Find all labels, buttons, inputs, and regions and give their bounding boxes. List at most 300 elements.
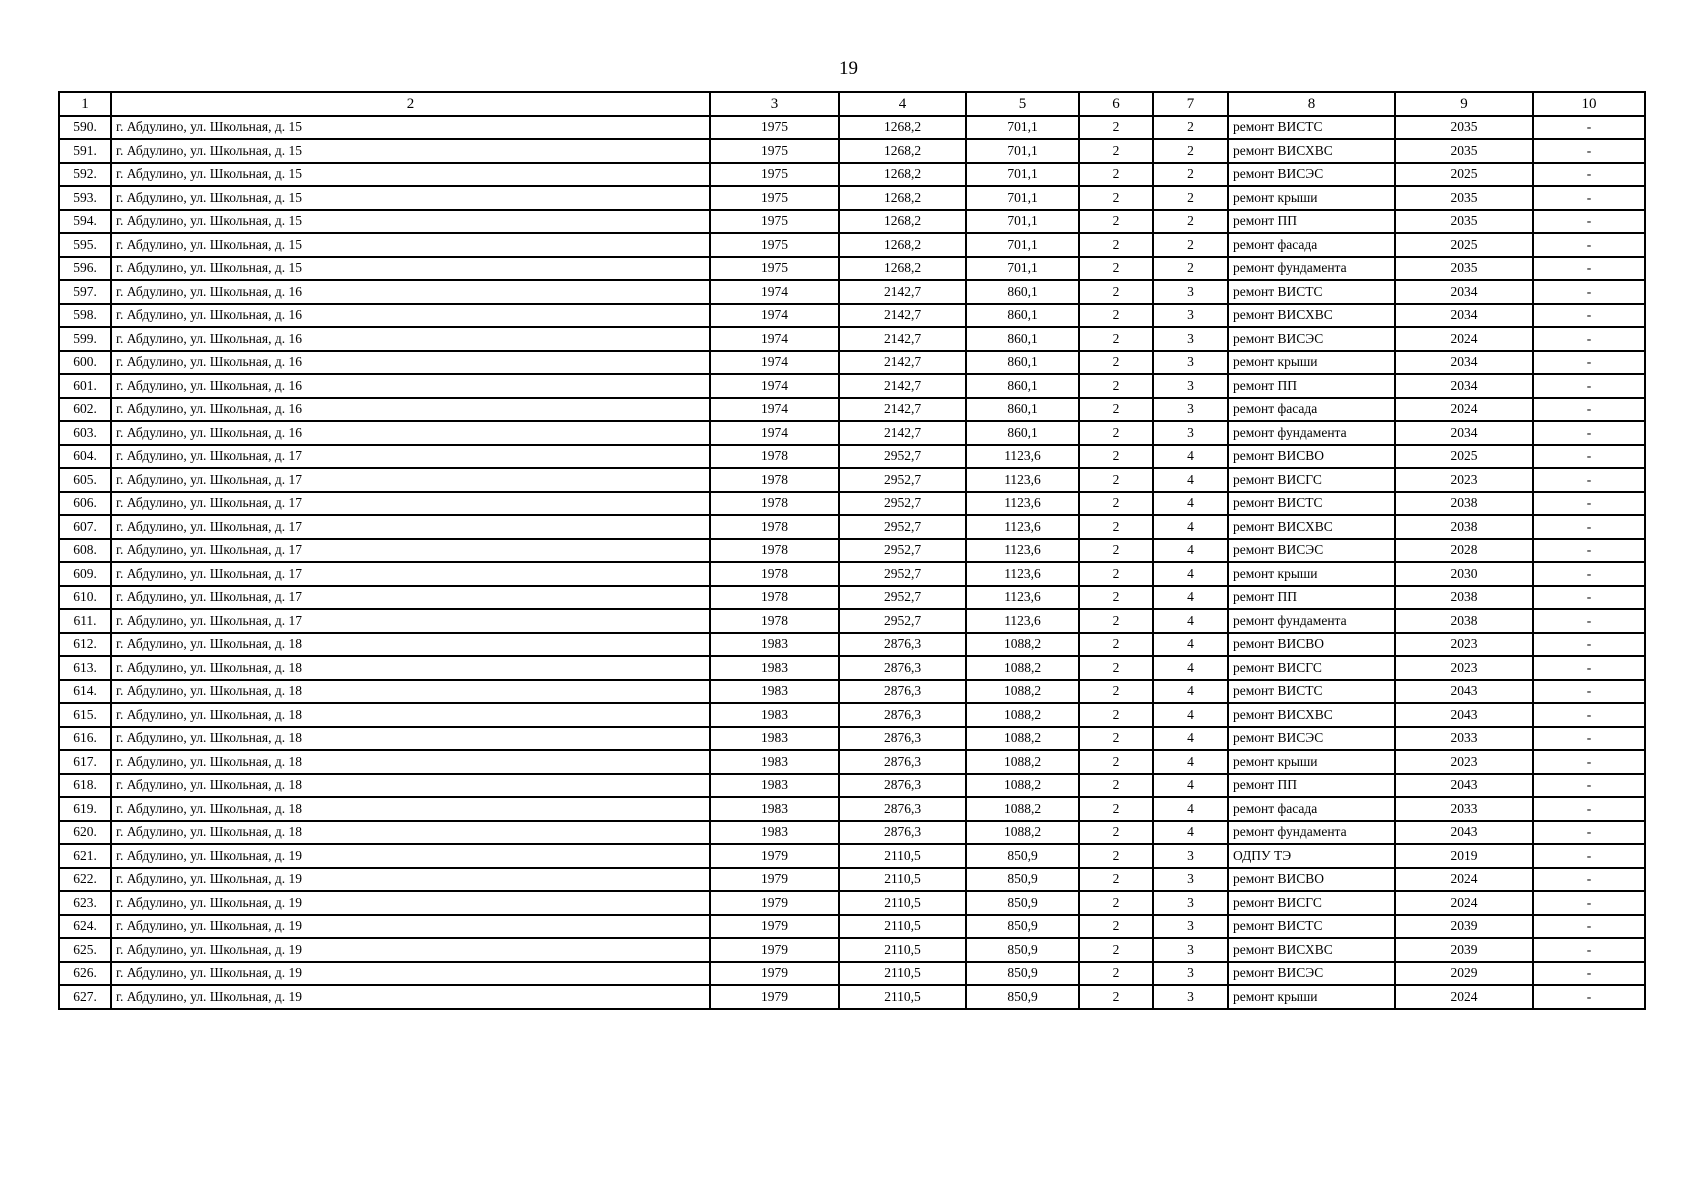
table-row	[59, 797, 1645, 821]
cell-entrances: 4	[1153, 797, 1228, 821]
cell-entrances: 3	[1153, 985, 1228, 1009]
cell-work-type: ремонт фундамента	[1228, 421, 1395, 445]
cell-entrances: 2	[1153, 163, 1228, 187]
cell-row-number: 623.	[59, 891, 111, 915]
table-row	[59, 750, 1645, 774]
table-row	[59, 515, 1645, 539]
cell-address: г. Абдулино, ул. Школьная, д. 19	[111, 868, 710, 892]
cell-entrances: 4	[1153, 750, 1228, 774]
cell-build-year: 1978	[710, 539, 839, 563]
cell-work-type: ремонт ВИСЭС	[1228, 962, 1395, 986]
column-header-4: 4	[839, 92, 966, 116]
cell-floors: 2	[1079, 233, 1153, 257]
cell-total-area: 2876,3	[839, 821, 966, 845]
table-row	[59, 868, 1645, 892]
cell-entrances: 4	[1153, 445, 1228, 469]
cell-build-year: 1979	[710, 915, 839, 939]
cell-entrances: 3	[1153, 421, 1228, 445]
cell-living-area: 1088,2	[966, 821, 1079, 845]
cell-planned-year: 2035	[1395, 210, 1533, 234]
cell-address: г. Абдулино, ул. Школьная, д. 16	[111, 304, 710, 328]
cell-living-area: 850,9	[966, 938, 1079, 962]
table-row	[59, 374, 1645, 398]
cell-entrances: 4	[1153, 468, 1228, 492]
cell-work-type: ремонт ВИСЭС	[1228, 727, 1395, 751]
table-row	[59, 492, 1645, 516]
cell-living-area: 701,1	[966, 210, 1079, 234]
cell-note: -	[1533, 116, 1645, 140]
cell-floors: 2	[1079, 351, 1153, 375]
cell-total-area: 1268,2	[839, 116, 966, 140]
cell-floors: 2	[1079, 703, 1153, 727]
cell-planned-year: 2023	[1395, 633, 1533, 657]
cell-planned-year: 2043	[1395, 774, 1533, 798]
cell-address: г. Абдулино, ул. Школьная, д. 15	[111, 257, 710, 281]
cell-address: г. Абдулино, ул. Школьная, д. 17	[111, 609, 710, 633]
table-row	[59, 586, 1645, 610]
cell-total-area: 1268,2	[839, 257, 966, 281]
cell-total-area: 2142,7	[839, 398, 966, 422]
cell-row-number: 620.	[59, 821, 111, 845]
table-row	[59, 280, 1645, 304]
cell-entrances: 2	[1153, 139, 1228, 163]
cell-row-number: 607.	[59, 515, 111, 539]
cell-living-area: 1088,2	[966, 680, 1079, 704]
cell-planned-year: 2043	[1395, 703, 1533, 727]
cell-work-type: ремонт ВИСВО	[1228, 868, 1395, 892]
cell-row-number: 624.	[59, 915, 111, 939]
table-header	[59, 92, 1645, 116]
cell-note: -	[1533, 210, 1645, 234]
cell-living-area: 850,9	[966, 891, 1079, 915]
column-header-10: 10	[1533, 92, 1645, 116]
cell-planned-year: 2023	[1395, 468, 1533, 492]
cell-total-area: 2876,3	[839, 703, 966, 727]
cell-note: -	[1533, 515, 1645, 539]
cell-total-area: 2110,5	[839, 938, 966, 962]
cell-total-area: 2952,7	[839, 539, 966, 563]
cell-living-area: 1123,6	[966, 468, 1079, 492]
cell-living-area: 701,1	[966, 163, 1079, 187]
column-header-8: 8	[1228, 92, 1395, 116]
cell-entrances: 2	[1153, 116, 1228, 140]
cell-floors: 2	[1079, 609, 1153, 633]
cell-planned-year: 2028	[1395, 539, 1533, 563]
cell-row-number: 604.	[59, 445, 111, 469]
cell-living-area: 1088,2	[966, 774, 1079, 798]
cell-living-area: 860,1	[966, 327, 1079, 351]
cell-build-year: 1979	[710, 844, 839, 868]
cell-planned-year: 2035	[1395, 257, 1533, 281]
cell-address: г. Абдулино, ул. Школьная, д. 19	[111, 844, 710, 868]
table-row	[59, 351, 1645, 375]
cell-address: г. Абдулино, ул. Школьная, д. 15	[111, 210, 710, 234]
cell-note: -	[1533, 351, 1645, 375]
cell-total-area: 2110,5	[839, 868, 966, 892]
cell-build-year: 1983	[710, 821, 839, 845]
cell-build-year: 1975	[710, 210, 839, 234]
cell-entrances: 3	[1153, 891, 1228, 915]
cell-build-year: 1974	[710, 374, 839, 398]
cell-note: -	[1533, 421, 1645, 445]
cell-work-type: ремонт фасада	[1228, 398, 1395, 422]
cell-note: -	[1533, 656, 1645, 680]
cell-living-area: 1088,2	[966, 633, 1079, 657]
cell-note: -	[1533, 374, 1645, 398]
cell-build-year: 1978	[710, 586, 839, 610]
cell-floors: 2	[1079, 398, 1153, 422]
cell-planned-year: 2033	[1395, 727, 1533, 751]
cell-planned-year: 2019	[1395, 844, 1533, 868]
cell-row-number: 611.	[59, 609, 111, 633]
table-row	[59, 139, 1645, 163]
cell-living-area: 850,9	[966, 868, 1079, 892]
cell-note: -	[1533, 468, 1645, 492]
table-row	[59, 962, 1645, 986]
cell-work-type: ремонт ПП	[1228, 374, 1395, 398]
cell-build-year: 1983	[710, 656, 839, 680]
cell-work-type: ремонт ПП	[1228, 774, 1395, 798]
cell-work-type: ремонт фундамента	[1228, 257, 1395, 281]
cell-row-number: 591.	[59, 139, 111, 163]
cell-living-area: 1123,6	[966, 492, 1079, 516]
cell-floors: 2	[1079, 562, 1153, 586]
cell-total-area: 1268,2	[839, 186, 966, 210]
cell-living-area: 1123,6	[966, 515, 1079, 539]
cell-total-area: 1268,2	[839, 233, 966, 257]
cell-address: г. Абдулино, ул. Школьная, д. 19	[111, 891, 710, 915]
table-row	[59, 421, 1645, 445]
cell-total-area: 2876,3	[839, 797, 966, 821]
cell-row-number: 615.	[59, 703, 111, 727]
cell-address: г. Абдулино, ул. Школьная, д. 16	[111, 351, 710, 375]
cell-row-number: 618.	[59, 774, 111, 798]
cell-total-area: 2876,3	[839, 727, 966, 751]
cell-planned-year: 2025	[1395, 233, 1533, 257]
cell-floors: 2	[1079, 915, 1153, 939]
cell-work-type: ремонт фундамента	[1228, 821, 1395, 845]
cell-planned-year: 2024	[1395, 985, 1533, 1009]
cell-row-number: 600.	[59, 351, 111, 375]
cell-address: г. Абдулино, ул. Школьная, д. 17	[111, 586, 710, 610]
table-row	[59, 163, 1645, 187]
cell-build-year: 1974	[710, 398, 839, 422]
cell-floors: 2	[1079, 750, 1153, 774]
cell-note: -	[1533, 163, 1645, 187]
cell-total-area: 2110,5	[839, 891, 966, 915]
cell-build-year: 1979	[710, 891, 839, 915]
cell-note: -	[1533, 680, 1645, 704]
cell-total-area: 2142,7	[839, 327, 966, 351]
cell-build-year: 1974	[710, 280, 839, 304]
cell-note: -	[1533, 938, 1645, 962]
cell-row-number: 596.	[59, 257, 111, 281]
cell-work-type: ремонт ВИСХВС	[1228, 515, 1395, 539]
cell-address: г. Абдулино, ул. Школьная, д. 15	[111, 139, 710, 163]
cell-row-number: 616.	[59, 727, 111, 751]
cell-floors: 2	[1079, 327, 1153, 351]
cell-living-area: 1088,2	[966, 750, 1079, 774]
cell-total-area: 2876,3	[839, 774, 966, 798]
cell-address: г. Абдулино, ул. Школьная, д. 18	[111, 633, 710, 657]
cell-floors: 2	[1079, 186, 1153, 210]
cell-build-year: 1975	[710, 163, 839, 187]
cell-living-area: 1123,6	[966, 609, 1079, 633]
cell-total-area: 2110,5	[839, 915, 966, 939]
cell-address: г. Абдулино, ул. Школьная, д. 16	[111, 398, 710, 422]
table-row	[59, 680, 1645, 704]
cell-row-number: 612.	[59, 633, 111, 657]
cell-row-number: 609.	[59, 562, 111, 586]
cell-row-number: 598.	[59, 304, 111, 328]
cell-entrances: 4	[1153, 609, 1228, 633]
cell-floors: 2	[1079, 280, 1153, 304]
table-row	[59, 233, 1645, 257]
cell-entrances: 4	[1153, 821, 1228, 845]
table-row	[59, 844, 1645, 868]
table-row	[59, 633, 1645, 657]
cell-planned-year: 2029	[1395, 962, 1533, 986]
cell-build-year: 1975	[710, 116, 839, 140]
cell-row-number: 606.	[59, 492, 111, 516]
cell-total-area: 2952,7	[839, 492, 966, 516]
table-row	[59, 327, 1645, 351]
cell-address: г. Абдулино, ул. Школьная, д. 16	[111, 374, 710, 398]
cell-floors: 2	[1079, 586, 1153, 610]
cell-row-number: 605.	[59, 468, 111, 492]
cell-floors: 2	[1079, 492, 1153, 516]
cell-living-area: 850,9	[966, 985, 1079, 1009]
cell-total-area: 2952,7	[839, 609, 966, 633]
cell-address: г. Абдулино, ул. Школьная, д. 15	[111, 116, 710, 140]
cell-work-type: ремонт ВИСВО	[1228, 445, 1395, 469]
cell-total-area: 2110,5	[839, 985, 966, 1009]
cell-floors: 2	[1079, 774, 1153, 798]
cell-note: -	[1533, 821, 1645, 845]
cell-work-type: ремонт ВИСГС	[1228, 468, 1395, 492]
cell-planned-year: 2035	[1395, 186, 1533, 210]
cell-floors: 2	[1079, 962, 1153, 986]
cell-planned-year: 2023	[1395, 750, 1533, 774]
cell-work-type: ремонт ВИСГС	[1228, 656, 1395, 680]
cell-address: г. Абдулино, ул. Школьная, д. 18	[111, 821, 710, 845]
cell-address: г. Абдулино, ул. Школьная, д. 18	[111, 703, 710, 727]
table-row	[59, 915, 1645, 939]
cell-row-number: 614.	[59, 680, 111, 704]
cell-total-area: 2142,7	[839, 421, 966, 445]
cell-work-type: ремонт ВИСТС	[1228, 116, 1395, 140]
cell-living-area: 850,9	[966, 962, 1079, 986]
cell-note: -	[1533, 962, 1645, 986]
cell-entrances: 4	[1153, 680, 1228, 704]
cell-note: -	[1533, 633, 1645, 657]
cell-entrances: 4	[1153, 703, 1228, 727]
column-header-2: 2	[111, 92, 710, 116]
cell-entrances: 3	[1153, 304, 1228, 328]
cell-planned-year: 2034	[1395, 304, 1533, 328]
cell-planned-year: 2043	[1395, 821, 1533, 845]
cell-build-year: 1983	[710, 797, 839, 821]
cell-address: г. Абдулино, ул. Школьная, д. 17	[111, 562, 710, 586]
cell-build-year: 1974	[710, 351, 839, 375]
cell-build-year: 1983	[710, 703, 839, 727]
cell-row-number: 613.	[59, 656, 111, 680]
cell-living-area: 1123,6	[966, 539, 1079, 563]
cell-planned-year: 2024	[1395, 868, 1533, 892]
cell-planned-year: 2038	[1395, 609, 1533, 633]
cell-living-area: 860,1	[966, 398, 1079, 422]
table-row	[59, 609, 1645, 633]
cell-build-year: 1975	[710, 139, 839, 163]
cell-total-area: 2952,7	[839, 586, 966, 610]
cell-planned-year: 2043	[1395, 680, 1533, 704]
cell-total-area: 2952,7	[839, 562, 966, 586]
cell-address: г. Абдулино, ул. Школьная, д. 18	[111, 680, 710, 704]
cell-entrances: 4	[1153, 774, 1228, 798]
cell-build-year: 1978	[710, 609, 839, 633]
cell-living-area: 860,1	[966, 351, 1079, 375]
cell-note: -	[1533, 774, 1645, 798]
table-row	[59, 398, 1645, 422]
cell-living-area: 701,1	[966, 116, 1079, 140]
cell-work-type: ОДПУ ТЭ	[1228, 844, 1395, 868]
cell-living-area: 701,1	[966, 233, 1079, 257]
cell-row-number: 625.	[59, 938, 111, 962]
cell-row-number: 603.	[59, 421, 111, 445]
cell-floors: 2	[1079, 656, 1153, 680]
cell-total-area: 2142,7	[839, 374, 966, 398]
cell-floors: 2	[1079, 374, 1153, 398]
cell-work-type: ремонт ВИСХВС	[1228, 139, 1395, 163]
cell-note: -	[1533, 445, 1645, 469]
cell-build-year: 1978	[710, 445, 839, 469]
cell-work-type: ремонт ВИСГС	[1228, 891, 1395, 915]
table-row	[59, 821, 1645, 845]
cell-note: -	[1533, 985, 1645, 1009]
cell-address: г. Абдулино, ул. Школьная, д. 17	[111, 539, 710, 563]
cell-living-area: 850,9	[966, 844, 1079, 868]
cell-floors: 2	[1079, 515, 1153, 539]
cell-note: -	[1533, 609, 1645, 633]
cell-planned-year: 2034	[1395, 351, 1533, 375]
cell-note: -	[1533, 280, 1645, 304]
cell-total-area: 2876,3	[839, 750, 966, 774]
cell-floors: 2	[1079, 938, 1153, 962]
cell-planned-year: 2038	[1395, 586, 1533, 610]
cell-total-area: 2142,7	[839, 351, 966, 375]
cell-note: -	[1533, 586, 1645, 610]
cell-total-area: 2952,7	[839, 515, 966, 539]
cell-address: г. Абдулино, ул. Школьная, д. 18	[111, 750, 710, 774]
column-header-6: 6	[1079, 92, 1153, 116]
cell-row-number: 592.	[59, 163, 111, 187]
cell-entrances: 4	[1153, 562, 1228, 586]
cell-work-type: ремонт крыши	[1228, 985, 1395, 1009]
cell-note: -	[1533, 139, 1645, 163]
cell-living-area: 860,1	[966, 280, 1079, 304]
cell-work-type: ремонт крыши	[1228, 186, 1395, 210]
cell-row-number: 627.	[59, 985, 111, 1009]
cell-planned-year: 2034	[1395, 421, 1533, 445]
cell-address: г. Абдулино, ул. Школьная, д. 19	[111, 938, 710, 962]
cell-note: -	[1533, 844, 1645, 868]
table-row	[59, 727, 1645, 751]
cell-note: -	[1533, 868, 1645, 892]
cell-floors: 2	[1079, 985, 1153, 1009]
cell-note: -	[1533, 915, 1645, 939]
cell-note: -	[1533, 257, 1645, 281]
cell-floors: 2	[1079, 727, 1153, 751]
cell-build-year: 1975	[710, 186, 839, 210]
cell-planned-year: 2034	[1395, 374, 1533, 398]
cell-entrances: 2	[1153, 210, 1228, 234]
cell-build-year: 1983	[710, 680, 839, 704]
cell-address: г. Абдулино, ул. Школьная, д. 17	[111, 468, 710, 492]
cell-planned-year: 2039	[1395, 938, 1533, 962]
cell-row-number: 626.	[59, 962, 111, 986]
cell-planned-year: 2030	[1395, 562, 1533, 586]
cell-floors: 2	[1079, 445, 1153, 469]
cell-total-area: 2952,7	[839, 445, 966, 469]
cell-planned-year: 2035	[1395, 116, 1533, 140]
page-number: 19	[839, 58, 858, 79]
cell-row-number: 621.	[59, 844, 111, 868]
cell-entrances: 3	[1153, 398, 1228, 422]
cell-planned-year: 2038	[1395, 515, 1533, 539]
cell-address: г. Абдулино, ул. Школьная, д. 15	[111, 186, 710, 210]
cell-address: г. Абдулино, ул. Школьная, д. 17	[111, 492, 710, 516]
cell-entrances: 4	[1153, 539, 1228, 563]
cell-row-number: 590.	[59, 116, 111, 140]
table-row	[59, 445, 1645, 469]
cell-work-type: ремонт ВИСТС	[1228, 492, 1395, 516]
cell-build-year: 1978	[710, 468, 839, 492]
cell-planned-year: 2035	[1395, 139, 1533, 163]
cell-build-year: 1983	[710, 727, 839, 751]
cell-living-area: 701,1	[966, 186, 1079, 210]
cell-living-area: 1088,2	[966, 797, 1079, 821]
cell-total-area: 1268,2	[839, 210, 966, 234]
cell-planned-year: 2023	[1395, 656, 1533, 680]
cell-planned-year: 2024	[1395, 398, 1533, 422]
cell-row-number: 619.	[59, 797, 111, 821]
cell-work-type: ремонт крыши	[1228, 562, 1395, 586]
table-row	[59, 656, 1645, 680]
cell-note: -	[1533, 797, 1645, 821]
cell-floors: 2	[1079, 797, 1153, 821]
cell-floors: 2	[1079, 539, 1153, 563]
cell-floors: 2	[1079, 257, 1153, 281]
cell-address: г. Абдулино, ул. Школьная, д. 19	[111, 962, 710, 986]
cell-work-type: ремонт фундамента	[1228, 609, 1395, 633]
cell-note: -	[1533, 727, 1645, 751]
cell-work-type: ремонт крыши	[1228, 351, 1395, 375]
cell-note: -	[1533, 233, 1645, 257]
cell-row-number: 599.	[59, 327, 111, 351]
cell-floors: 2	[1079, 139, 1153, 163]
column-header-7: 7	[1153, 92, 1228, 116]
cell-entrances: 4	[1153, 492, 1228, 516]
table-row	[59, 891, 1645, 915]
cell-address: г. Абдулино, ул. Школьная, д. 18	[111, 797, 710, 821]
cell-floors: 2	[1079, 468, 1153, 492]
cell-row-number: 617.	[59, 750, 111, 774]
cell-entrances: 3	[1153, 938, 1228, 962]
table-row	[59, 985, 1645, 1009]
cell-build-year: 1979	[710, 938, 839, 962]
cell-living-area: 1123,6	[966, 562, 1079, 586]
cell-entrances: 4	[1153, 586, 1228, 610]
